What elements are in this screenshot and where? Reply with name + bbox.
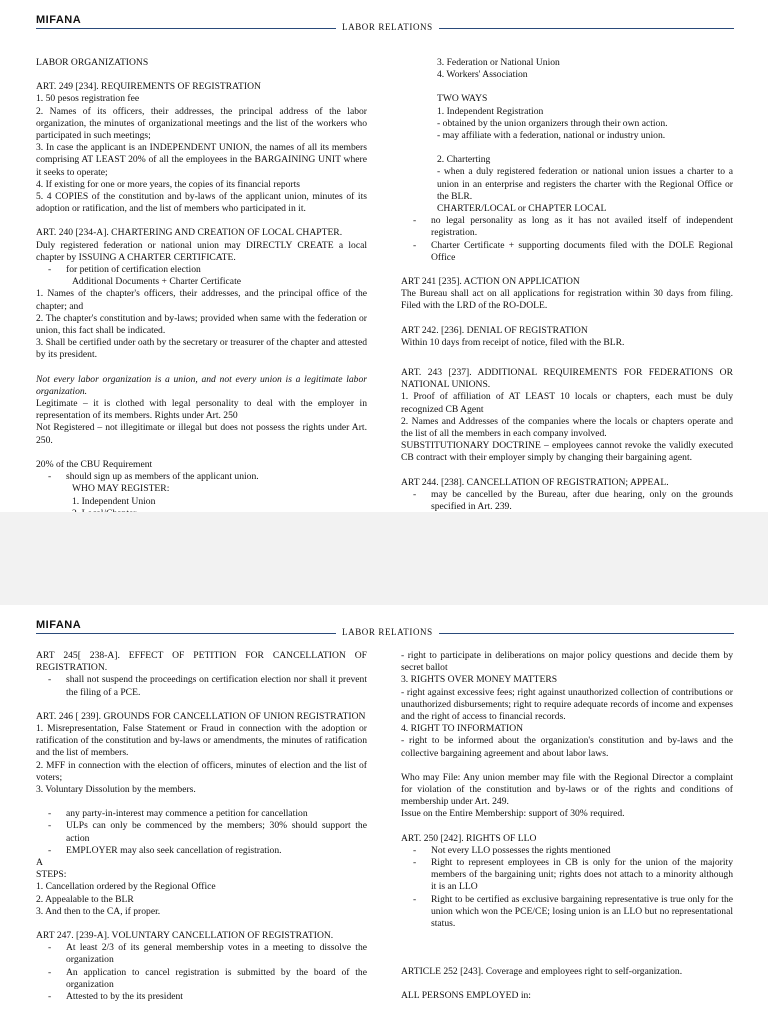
bullet-item [36, 820, 367, 844]
bullet-item [36, 264, 367, 276]
dash-marker: - [48, 808, 52, 820]
dash-marker: - [48, 471, 52, 483]
bullet-text: Right to represent employees in CB is only for the union of the majority members of the bargaining unit; rights does not attach to a minority although it is an LLO [431, 857, 733, 893]
text-paragraph: 2. Charterting [437, 154, 491, 166]
bullet-text: for petition of certification election [66, 264, 201, 276]
dash-marker: - [48, 820, 52, 832]
bullet-item [401, 845, 733, 857]
header-title: LABOR RELATIONS [336, 22, 439, 32]
header-author: MIFANA [36, 14, 82, 26]
dash-marker: - [48, 942, 52, 954]
left-column [36, 650, 367, 1003]
bullet-item [401, 240, 733, 264]
bullet-text: An application to cancel registration is submitted by the board of the organization [66, 966, 367, 990]
text-paragraph: 2. Appealable to the BLR [36, 893, 134, 905]
text-paragraph: 1. Independent Registration [437, 105, 544, 117]
right-column [401, 57, 733, 513]
text-paragraph: 3. RIGHTS OVER MONEY MATTERS [401, 674, 558, 686]
text-paragraph: Not every labor organization is a union, and not every union is a legitimate labor organization. [36, 373, 367, 397]
dash-marker: - [413, 893, 417, 905]
text-paragraph: ART. 243 [237]. ADDITIONAL REQUIREMENTS FOR FEDERATIONS OR NATIONAL UNIONS. [401, 367, 733, 391]
text-paragraph: ART. 249 [234]. REQUIREMENTS OF REGISTRATION [36, 81, 261, 93]
dash-marker: - [48, 674, 52, 686]
text-paragraph: 20% of the CBU Requirement [36, 458, 153, 470]
spacer [36, 69, 367, 81]
text-paragraph: 1. Independent Union [72, 495, 156, 507]
text-paragraph: 2. Names and Addresses of the companies where the locals or chapters operate and the list of all the members in each company involved. [401, 415, 733, 440]
text-paragraph: - right to be informed about the organization's constitution and by-laws and the collective bargaining agreement and about labor laws. [401, 735, 733, 759]
bullet-item [36, 471, 367, 483]
spacer [36, 447, 367, 459]
bullet-item [36, 808, 367, 820]
bullet-item [36, 991, 367, 1003]
spacer [401, 978, 733, 990]
text-paragraph: Additional Documents + Charter Certificate [72, 276, 241, 288]
text-paragraph: 1. Cancellation ordered by the Regional Office [36, 881, 216, 893]
text-paragraph: Within 10 days from receipt of notice, filed with the BLR. [401, 336, 625, 348]
dash-marker: - [413, 844, 417, 856]
bullet-item [36, 845, 367, 857]
bullet-text: no legal personality as long as it has not availed itself of independent registration. [431, 215, 733, 239]
text-paragraph: 2. Names of its officers, their addresses, the principal address of the labor organization, the minutes of organizational meetings and the list of the workers who participated in such meetings; [36, 105, 367, 142]
bullet-item [401, 894, 733, 931]
text-paragraph: - when a duly registered federation or national union issues a charter to a union in an enterprise and registers the charter with the Regional Office or the BLR. [437, 166, 733, 202]
text-paragraph: - right to participate in deliberations on major policy questions and decide them by secret ballot [401, 650, 733, 674]
text-paragraph: ART. 240 [234-A]. CHARTERING AND CREATION OF LOCAL CHAPTER. [36, 227, 343, 239]
text-paragraph: 1. 50 pesos registration fee [36, 93, 140, 105]
spacer [401, 313, 733, 325]
dash-marker: - [413, 857, 417, 869]
text-paragraph: ARTICLE 252 [243]. Coverage and employees right to self-organization. [401, 966, 683, 978]
document-page-2 [0, 605, 768, 1024]
text-paragraph: Issue on the Entire Membership: support of 30% required. [401, 808, 625, 820]
dash-marker: - [48, 991, 52, 1003]
dash-marker: - [413, 215, 417, 227]
dash-marker: - [48, 844, 52, 856]
text-paragraph: - obtained by the union organizers through their own action. [437, 117, 668, 129]
spacer [401, 954, 733, 966]
spacer [401, 760, 733, 772]
text-paragraph: Who may File: Any union member may file with the Regional Director a complaint for violation of the constitution and by-laws or of the rights and conditions of membership under Art. 249. [401, 771, 733, 808]
text-paragraph: ART 244. [238]. CANCELLATION OF REGISTRATION; APPEAL. [401, 476, 669, 488]
left-column [36, 57, 367, 520]
dash-marker: - [413, 239, 417, 251]
text-paragraph: ART. 246 [ 239]. GROUNDS FOR CANCELLATION OF UNION REGISTRATION [36, 710, 366, 722]
text-paragraph: SUBSTITUTIONARY DOCTRINE – employees cannot revoke the validly executed CB contract with their employer simply by changing their bargaining agent. [401, 440, 733, 464]
text-paragraph: 4. If existing for one or more years, the copies of its financial reports [36, 178, 301, 190]
spacer [36, 362, 367, 374]
text-paragraph: TWO WAYS [437, 93, 488, 105]
text-paragraph: 5. 4 COPIES of the constitution and by-laws of the applicant union, minutes of its adoption or ratification, and the list of members who participated in it. [36, 191, 367, 215]
text-paragraph: 2. MFF in connection with the election of officers, minutes of election and the list of voters; [36, 759, 367, 783]
right-column [401, 650, 733, 1003]
text-paragraph: - may affiliate with a federation, national or industry union. [437, 130, 666, 142]
text-paragraph: 3. Shall be certified under oath by the secretary or treasurer of the chapter and attested by its president. [36, 337, 367, 361]
bullet-text: Charter Certificate + supporting documents filed with the DOLE Regional Office [431, 239, 733, 263]
text-paragraph: The Bureau shall act on all applications for registration within 30 days from filing. Filed with the LRD of the RO-DOLE. [401, 288, 733, 312]
text-paragraph: LABOR ORGANIZATIONS [36, 57, 149, 68]
text-paragraph: 3. And then to the CA, if proper. [36, 905, 161, 917]
bullet-item [36, 967, 367, 991]
text-paragraph: ART. 250 [242]. RIGHTS OF LLO [401, 832, 537, 844]
bullet-text: Attested to by the its president [66, 991, 183, 1003]
bullet-item [401, 215, 733, 239]
text-paragraph: Not Registered – not illegitimate or illegal but does not possess the rights under Art. 250. [36, 422, 367, 446]
text-paragraph: 3. Voluntary Dissolution by the members. [36, 784, 196, 796]
spacer [36, 918, 367, 930]
bullet-text: Not every LLO possesses the rights mentioned [431, 844, 611, 856]
bullet-text: ULPs can only be commenced by the members; 30% should support the action [66, 820, 367, 844]
spacer [401, 821, 733, 833]
text-paragraph: WHO MAY REGISTER: [72, 483, 170, 495]
text-paragraph: 4. RIGHT TO INFORMATION [401, 723, 524, 735]
bullet-item [36, 674, 367, 698]
text-paragraph: STEPS: [36, 869, 67, 881]
text-paragraph: 1. Proof of affiliation of AT LEAST 10 locals or chapters, each must be duly recognized CB Agent [401, 391, 733, 415]
spacer [401, 142, 733, 154]
text-paragraph: ART 245[ 238-A]. EFFECT OF PETITION FOR CANCELLATION OF REGISTRATION. [36, 650, 367, 674]
spacer [401, 349, 733, 361]
bullet-text: Right to be certified as exclusive bargaining representative is true only for the union which won the PCE/CE; losing union is an LLO but no representational status. [431, 893, 733, 930]
dash-marker: - [48, 264, 52, 276]
bullet-text: any party-in-interest may commence a petition for cancellation [66, 808, 308, 820]
text-paragraph: 3. In case the applicant is an INDEPENDENT UNION, the names of all its members comprising AT LEAST 20% of all the employees in the BARGAINING UNIT where it seeks to operate; [36, 142, 367, 178]
dash-marker: - [413, 488, 417, 500]
dash-marker: - [48, 966, 52, 978]
bullet-item [401, 489, 733, 513]
bullet-item [401, 857, 733, 894]
spacer [401, 465, 733, 477]
text-paragraph: Duly registered federation or national union may DIRECTLY CREATE a local chapter by ISSUING A CHARTER CERTIFICATE. [36, 239, 367, 263]
spacer [401, 264, 733, 276]
bullet-text: shall not suspend the proceedings on certification election nor shall it prevent the filing of a PCE. [66, 674, 367, 698]
text-paragraph: 2. The chapter's constitution and by-laws; provided when same with the federation or union, this fact shall be indicated. [36, 312, 367, 337]
text-paragraph: 4. Workers' Association [437, 69, 528, 81]
bullet-text: At least 2/3 of its general membership votes in a meeting to dissolve the organization [66, 942, 367, 966]
spacer [36, 215, 367, 227]
text-paragraph: ART 242. [236]. DENIAL OF REGISTRATION [401, 324, 588, 336]
header-author: MIFANA [36, 619, 82, 631]
bullet-text: may be cancelled by the Bureau, after due hearing, only on the grounds specified in Art. 239. [431, 488, 733, 513]
text-paragraph: ART 247. [239-A]. VOLUNTARY CANCELLATION OF REGISTRATION. [36, 930, 334, 942]
header-title: LABOR RELATIONS [336, 627, 439, 637]
bullet-text: should sign up as members of the applicant union. [66, 471, 259, 483]
text-paragraph: A [36, 857, 43, 869]
spacer [36, 699, 367, 711]
spacer [401, 81, 733, 93]
spacer [401, 942, 733, 954]
spacer [36, 796, 367, 808]
text-paragraph: ART 241 [235]. ACTION ON APPLICATION [401, 276, 580, 288]
page-gap [0, 512, 768, 605]
text-paragraph: Legitimate – it is clothed with legal personality to deal with the employer in representation of its members. Rights under Art. 250 [36, 398, 367, 422]
text-paragraph: ALL PERSONS EMPLOYED in: [401, 990, 531, 1002]
text-paragraph: CHARTER/LOCAL or CHAPTER LOCAL [437, 203, 607, 215]
text-paragraph: 1. Misrepresentation, False Statement or Fraud in connection with the adoption or ratification of the constitution and by-laws or amendments, the minutes of ratification and the list of members. [36, 723, 367, 759]
bullet-text: EMPLOYER may also seek cancellation of registration. [66, 844, 282, 856]
spacer [401, 930, 733, 942]
text-paragraph: - right against excessive fees; right against unauthorized collection of contributions or unauthorized disbursements; right to require adequate records of income and expenses and the right of access to financial records. [401, 686, 733, 723]
text-paragraph: 3. Federation or National Union [437, 57, 560, 68]
bullet-item [36, 942, 367, 966]
text-paragraph: 1. Names of the chapter's officers, their addresses, and the principal office of the chapter; and [36, 288, 367, 312]
